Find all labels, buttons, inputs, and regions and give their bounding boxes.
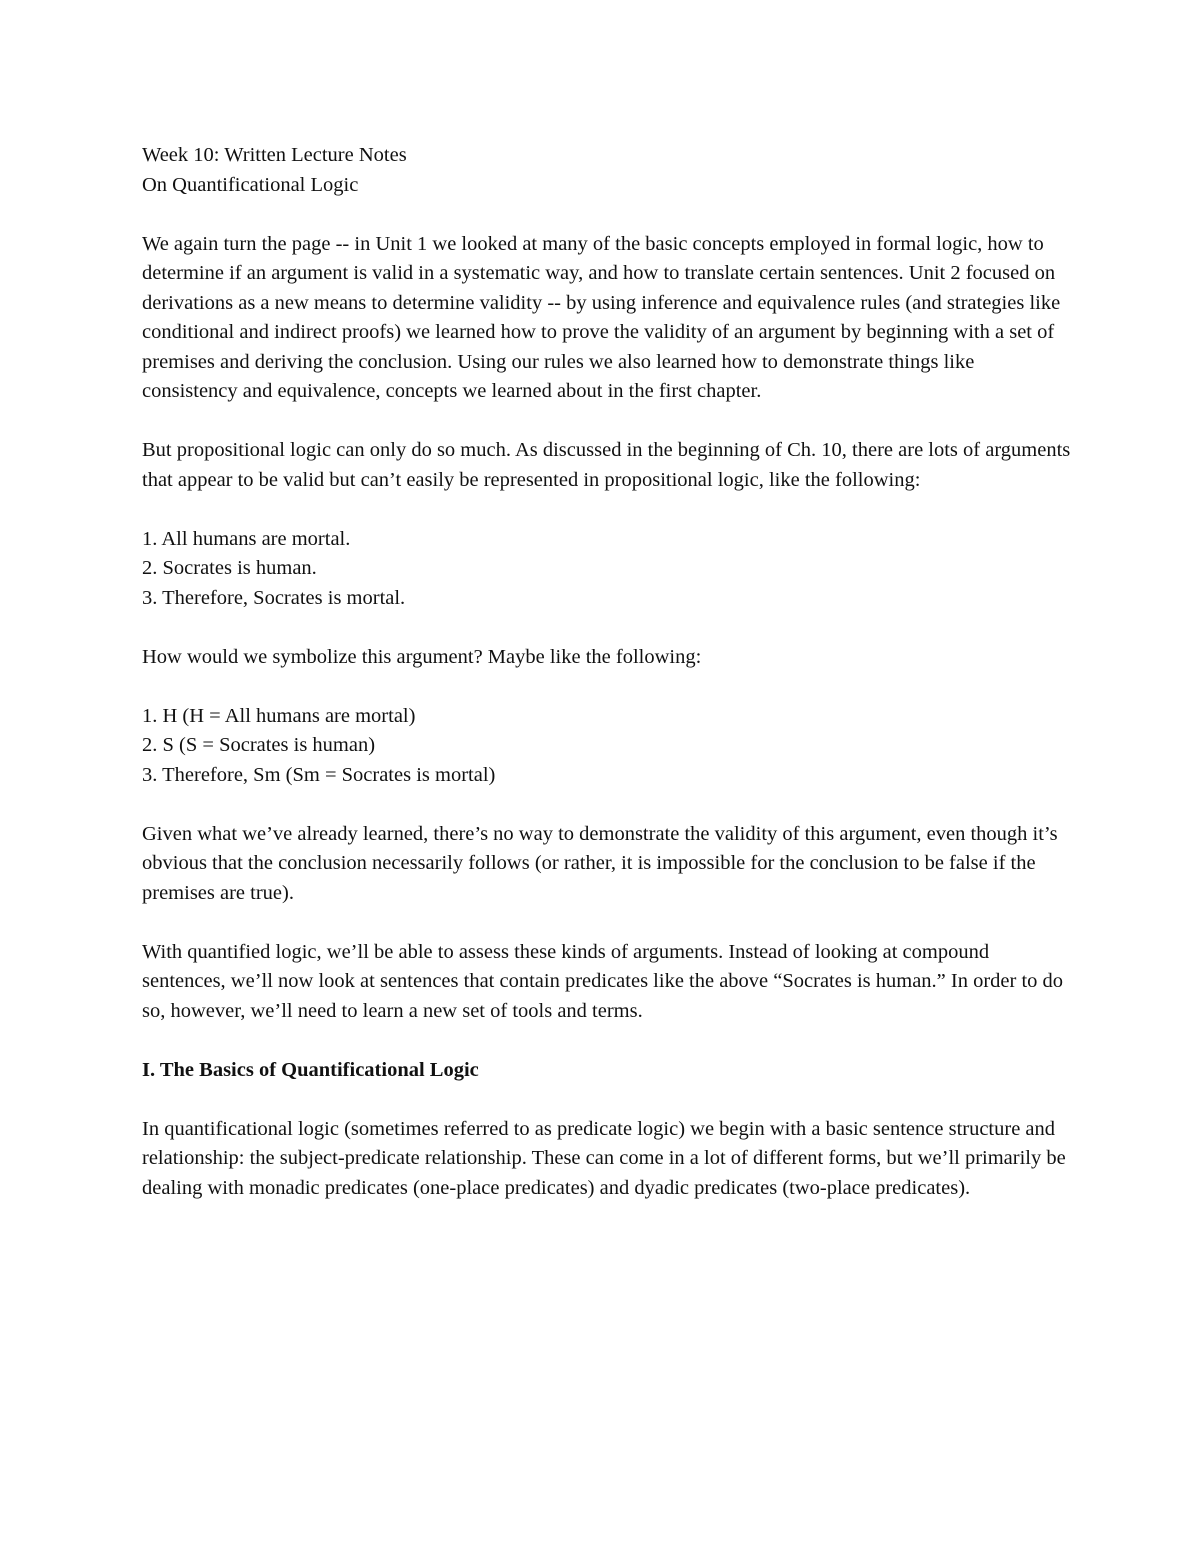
document-body xyxy=(142,141,1072,1233)
validity-paragraph: Given what we’ve already learned, there’s no way to demonstrate the validity of this argument, even though it’s obvious that the conclusion necessarily follows (or rather, it is impossible for the conclusion to be false if the premises are true). xyxy=(142,822,1058,904)
list-item: 3. Therefore, Socrates is mortal. xyxy=(142,586,406,609)
list-item: 1. H (H = All humans are mortal) xyxy=(142,704,416,727)
intro-paragraph: We again turn the page -- in Unit 1 we looked at many of the basic concepts employed in formal logic, how to determine if an argument is valid in a systematic way, and how to translate certain sentences. Unit 2 focused on derivations as a new means to determine validity -- by using inference and equivalence rules (and strategies like conditional and indirect proofs) we learned how to prove the validity of an argument by beginning with a set of premises and deriving the conclusion. Using our rules we also learned how to demonstrate things like consistency and equivalence, concepts we learned about in the first chapter. xyxy=(142,232,1061,402)
symbolized-argument-list xyxy=(142,702,1072,791)
list-item: 3. Therefore, Sm (Sm = Socrates is mortal) xyxy=(142,763,496,786)
document-subtitle: On Quantificational Logic xyxy=(142,173,359,196)
propositional-limits-paragraph: But propositional logic can only do so much. As discussed in the beginning of Ch. 10, there are lots of arguments that appear to be valid but can’t easily be represented in propositional logic, like the following: xyxy=(142,439,1071,491)
document-header xyxy=(142,141,1072,200)
quantified-logic-paragraph: With quantified logic, we’ll be able to assess these kinds of arguments. Instead of looking at compound sentences, we’ll now look at sentences that contain predicates like the above “Socrates is human.” In order to do so, however, we’ll need to learn a new set of tools and terms. xyxy=(142,940,1064,1022)
list-item: 2. Socrates is human. xyxy=(142,557,317,579)
symbolize-question-paragraph: How would we symbolize this argument? Maybe like the following: xyxy=(142,645,702,668)
argument-list xyxy=(142,525,1072,614)
document-title: Week 10: Written Lecture Notes xyxy=(142,144,407,166)
predicate-logic-paragraph: In quantificational logic (sometimes referred to as predicate logic) we begin with a basic sentence structure and relationship: the subject-predicate relationship. These can come in a lot of different forms, but we’ll primarily be dealing with monadic predicates (one-place predicates) and dyadic predicates (two-place predicates). xyxy=(142,1117,1066,1199)
list-item: 1. All humans are mortal. xyxy=(142,527,351,550)
section-heading: I. The Basics of Quantificational Logic xyxy=(142,1058,479,1081)
list-item: 2. S (S = Socrates is human) xyxy=(142,734,376,756)
